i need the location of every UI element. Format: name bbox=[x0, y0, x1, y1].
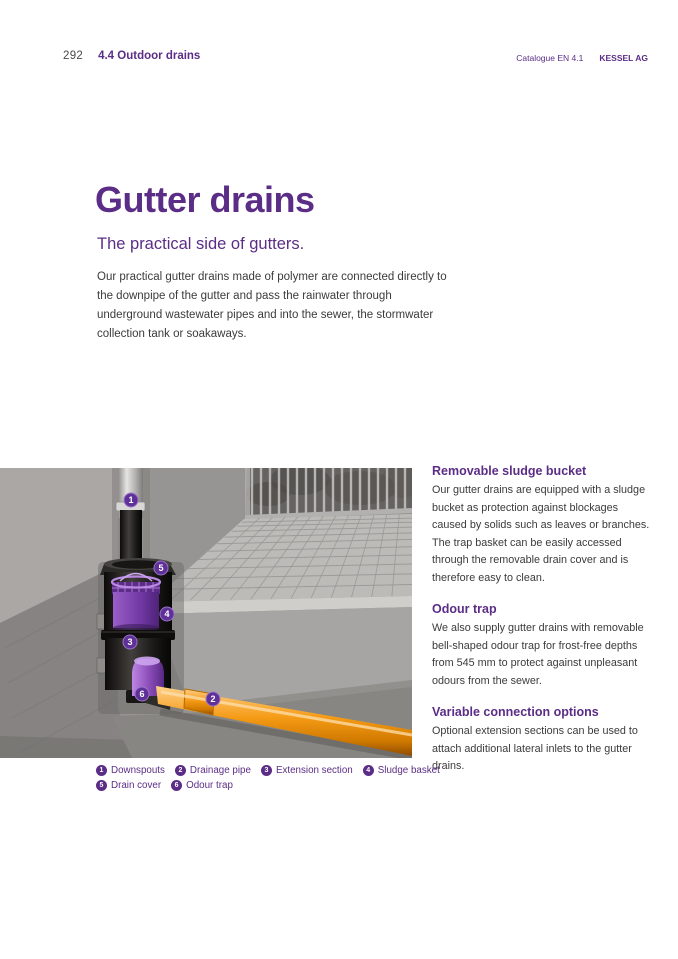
legend-label: Odour trap bbox=[186, 780, 233, 791]
legend-marker-6: 6 bbox=[171, 780, 182, 791]
section-body-connection-options: Optional extension sections can be used to attach additional lateral inlets to the gutter drains. bbox=[432, 725, 638, 772]
brand-label: KESSEL AG bbox=[599, 53, 648, 63]
section-heading-connection-options: Variable connection options bbox=[432, 705, 599, 719]
legend-item-drain-cover bbox=[96, 780, 161, 791]
legend-marker-2: 2 bbox=[175, 765, 186, 776]
section-heading-sludge-bucket: Removable sludge bucket bbox=[432, 464, 587, 478]
sludge-basket bbox=[112, 574, 160, 633]
info-column bbox=[432, 464, 653, 776]
legend-label: Drain cover bbox=[111, 780, 162, 791]
svg-text:3: 3 bbox=[127, 637, 133, 648]
section-breadcrumb: 4.4 Outdoor drains bbox=[98, 50, 201, 62]
legend-item-downspouts bbox=[96, 765, 165, 776]
gutter-drain-figure bbox=[0, 468, 412, 758]
svg-text:5: 5 bbox=[158, 563, 164, 574]
section-body-sludge-bucket: Our gutter drains are equipped with a sludge bucket as protection against blockages caused by solids such as leaves or branches. The trap basket can be easily accessed through the removable drain cover and is therefore easy to clean. bbox=[432, 484, 650, 584]
downspout bbox=[116, 468, 145, 570]
legend-item-odour-trap bbox=[171, 780, 233, 791]
svg-text:4: 4 bbox=[164, 609, 170, 620]
figure-marker-4 bbox=[160, 607, 174, 621]
legend-row-1 bbox=[96, 765, 516, 776]
legend-marker-5: 5 bbox=[96, 780, 107, 791]
svg-text:2: 2 bbox=[210, 694, 216, 705]
section-body-odour-trap: We also supply gutter drains with removable bell-shaped odour trap for frost-free depths from 545 mm to protect against unpleasant odours from the sewer. bbox=[432, 622, 644, 687]
page-number: 292 bbox=[63, 50, 84, 62]
header-right bbox=[516, 53, 648, 63]
photo-background bbox=[0, 468, 412, 758]
legend-label: Extension section bbox=[275, 765, 353, 776]
svg-text:6: 6 bbox=[139, 689, 145, 700]
svg-text:1: 1 bbox=[128, 495, 134, 506]
figure-legend bbox=[96, 765, 516, 795]
legend-marker-1: 1 bbox=[96, 765, 107, 776]
page-title: Gutter drains bbox=[95, 179, 315, 220]
legend-item-drainage-pipe bbox=[175, 765, 251, 776]
figure-marker-2 bbox=[206, 692, 220, 706]
legend-label: Sludge basket bbox=[377, 765, 440, 776]
page-subtitle: The practical side of gutters. bbox=[97, 235, 305, 253]
legend-label: Downspouts bbox=[111, 765, 165, 776]
header-left bbox=[63, 50, 200, 62]
figure-marker-5 bbox=[154, 561, 168, 575]
figure-marker-3 bbox=[123, 635, 137, 649]
catalogue-label: Catalogue EN 4.1 bbox=[516, 53, 584, 63]
legend-label: Drainage pipe bbox=[189, 765, 251, 776]
section-heading-odour-trap: Odour trap bbox=[432, 602, 497, 616]
legend-item-extension-section bbox=[261, 765, 353, 776]
legend-marker-4: 4 bbox=[363, 765, 374, 776]
figure-marker-6 bbox=[135, 687, 149, 701]
figure-marker-1 bbox=[124, 493, 138, 507]
legend-item-sludge-basket bbox=[363, 765, 440, 776]
legend-row-2 bbox=[96, 780, 516, 791]
intro-paragraph: Our practical gutter drains made of polymer are connected directly to the downpipe of the gutter and pass the rainwater through underground wastewater pipes and into the sewer, the stormwater collection tank or soakaways. bbox=[97, 271, 447, 340]
legend-marker-3: 3 bbox=[261, 765, 272, 776]
gutter-drain-installation-photo bbox=[0, 468, 412, 758]
